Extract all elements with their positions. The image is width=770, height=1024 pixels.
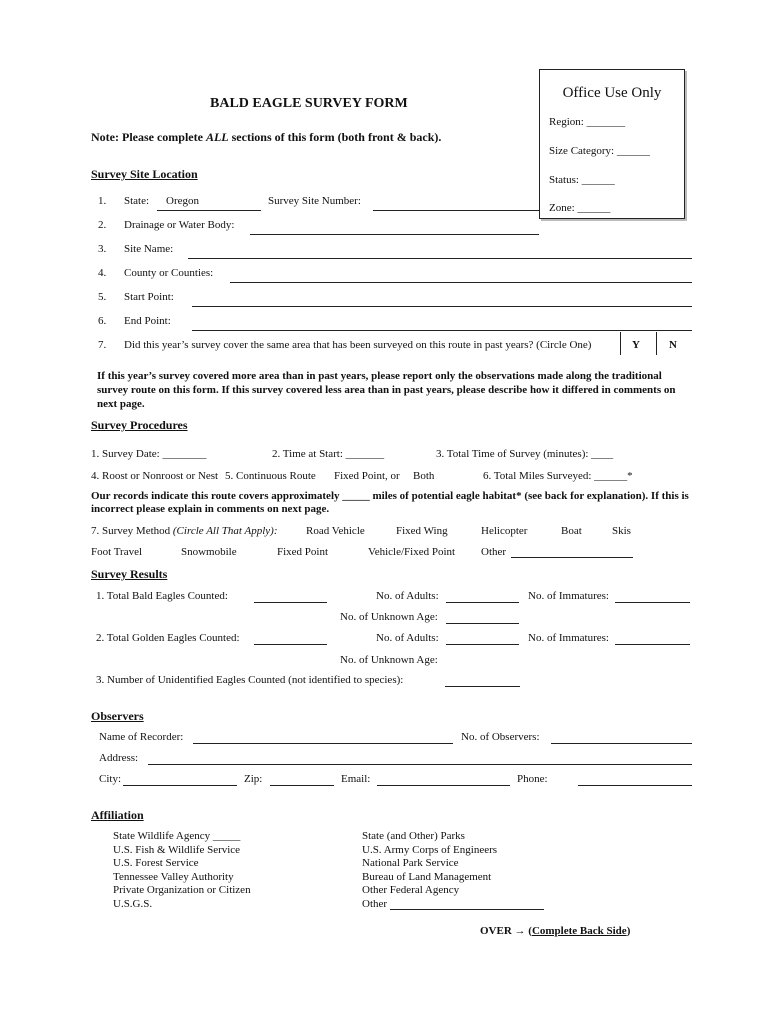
no-option[interactable]: N bbox=[669, 339, 677, 351]
zip-label: Zip: bbox=[244, 773, 263, 785]
zip-field[interactable] bbox=[270, 785, 334, 786]
site-name-field[interactable] bbox=[188, 258, 692, 259]
bald-total-label: 1. Total Bald Eagles Counted: bbox=[96, 590, 228, 602]
affiliation-option[interactable]: U.S. Fish & Wildlife Service bbox=[113, 844, 241, 856]
recorder-field[interactable] bbox=[193, 743, 453, 744]
golden-immatures-label: No. of Immatures: bbox=[528, 632, 609, 644]
office-size-category[interactable]: Size Category: ______ bbox=[549, 145, 650, 157]
over-note: OVER → (Complete Back Side) bbox=[480, 925, 631, 937]
affiliation-option[interactable]: Tennessee Valley Authority bbox=[113, 871, 234, 883]
bald-adults-field[interactable] bbox=[446, 602, 519, 603]
method-foot-travel[interactable]: Foot Travel bbox=[91, 546, 143, 558]
affiliation-option[interactable]: U.S. Forest Service bbox=[113, 857, 199, 869]
drainage-field[interactable] bbox=[250, 234, 539, 235]
city-field[interactable] bbox=[123, 785, 237, 786]
bald-immatures-field[interactable] bbox=[615, 602, 690, 603]
same-area-question: Did this year’s survey cover the same area that has been surveyed on this route in past years? (Circle One) bbox=[124, 339, 592, 351]
county-label: County or Counties: bbox=[124, 267, 214, 279]
method-label: 7. Survey Method bbox=[91, 525, 173, 537]
note-emphasis: ALL bbox=[205, 130, 229, 144]
time-at-start[interactable]: 2. Time at Start: _______ bbox=[272, 448, 385, 460]
note-prefix: Note: Please complete bbox=[91, 130, 206, 144]
recorder-label: Name of Recorder: bbox=[99, 731, 184, 743]
office-use-box bbox=[539, 69, 685, 219]
site-number-label: Survey Site Number: bbox=[268, 195, 361, 207]
state-value[interactable]: Oregon bbox=[166, 195, 199, 207]
method-skis[interactable]: Skis bbox=[612, 525, 631, 537]
state-label: State: bbox=[124, 195, 150, 207]
bald-adults-label: No. of Adults: bbox=[376, 590, 439, 602]
state-line bbox=[157, 210, 261, 211]
item-number: 4. bbox=[98, 267, 107, 279]
total-miles[interactable]: 6. Total Miles Surveyed: ______* bbox=[483, 470, 633, 482]
address-field[interactable] bbox=[148, 764, 692, 765]
office-zone[interactable]: Zone: ______ bbox=[549, 202, 611, 214]
method-road-vehicle[interactable]: Road Vehicle bbox=[306, 525, 365, 537]
affiliation-option[interactable]: Private Organization or Citizen bbox=[113, 884, 251, 896]
item-number: 3. bbox=[98, 243, 107, 255]
affiliation-other-field[interactable] bbox=[390, 909, 544, 910]
golden-total-field[interactable] bbox=[254, 644, 327, 645]
site-location-heading: Survey Site Location bbox=[91, 167, 198, 181]
form-note bbox=[91, 130, 441, 145]
note-suffix: sections of this form (both front & back). bbox=[228, 130, 442, 144]
affiliation-option[interactable]: Other bbox=[362, 898, 388, 910]
fixed-point-option[interactable]: Fixed Point, or bbox=[334, 470, 400, 482]
yes-option[interactable]: Y bbox=[632, 339, 640, 351]
procedures-heading: Survey Procedures bbox=[91, 418, 188, 432]
unidentified-label: 3. Number of Unidentified Eagles Counted (not identified to species): bbox=[96, 674, 404, 686]
drainage-label: Drainage or Water Body: bbox=[124, 219, 235, 231]
phone-label: Phone: bbox=[517, 773, 548, 785]
city-label: City: bbox=[99, 773, 122, 785]
method-other[interactable]: Other bbox=[481, 546, 507, 558]
affiliation-option[interactable]: State (and Other) Parks bbox=[362, 830, 465, 842]
address-label: Address: bbox=[99, 752, 139, 764]
method-snowmobile[interactable]: Snowmobile bbox=[181, 546, 237, 558]
affiliation-option[interactable]: State Wildlife Agency _____ bbox=[113, 830, 241, 842]
habitat-note: Our records indicate this route covers approximately _____ miles of potential eagle habitat* (see back for explanation). If this is incorrect please explain in comments on next page. bbox=[91, 490, 689, 515]
bald-unknown-age-field[interactable] bbox=[446, 623, 519, 624]
bald-immatures-label: No. of Immatures: bbox=[528, 590, 609, 602]
observer-count-label: No. of Observers: bbox=[461, 731, 540, 743]
method-vehicle-fixed-point[interactable]: Vehicle/Fixed Point bbox=[368, 546, 456, 558]
observer-count-field[interactable] bbox=[551, 743, 692, 744]
affiliation-option[interactable]: Other Federal Agency bbox=[362, 884, 460, 896]
method-boat[interactable]: Boat bbox=[561, 525, 582, 537]
golden-adults-label: No. of Adults: bbox=[376, 632, 439, 644]
yes-no-box bbox=[620, 332, 693, 355]
item-number: 5. bbox=[98, 291, 107, 303]
method-helicopter[interactable]: Helicopter bbox=[481, 525, 528, 537]
office-region[interactable]: Region: _______ bbox=[549, 116, 626, 128]
start-point-label: Start Point: bbox=[124, 291, 174, 303]
form-title: BALD EAGLE SURVEY FORM bbox=[210, 96, 408, 111]
affiliation-heading: Affiliation bbox=[91, 808, 144, 822]
complete-back-side-text: Complete Back Side bbox=[531, 925, 627, 937]
affiliation-option[interactable]: Bureau of Land Management bbox=[362, 871, 492, 883]
office-status[interactable]: Status: ______ bbox=[549, 174, 615, 186]
golden-adults-field[interactable] bbox=[446, 644, 519, 645]
instruction-paragraph: If this year’s survey covered more area than in past years, please report only the observations made along the traditional survey route on this form. If this survey covered less area than in past years, please describe how it differed in comments on next page. bbox=[97, 370, 676, 410]
roost-option[interactable]: 4. Roost or Nonroost or Nest bbox=[91, 470, 219, 482]
method-fixed-wing[interactable]: Fixed Wing bbox=[396, 525, 448, 537]
email-label: Email: bbox=[341, 773, 371, 785]
unidentified-field[interactable] bbox=[445, 686, 520, 687]
bald-unknown-age-label: No. of Unknown Age: bbox=[340, 611, 438, 623]
item-number: 2. bbox=[98, 219, 107, 231]
method-fixed-point[interactable]: Fixed Point bbox=[277, 546, 329, 558]
site-name-label: Site Name: bbox=[124, 243, 174, 255]
both-option[interactable]: Both bbox=[413, 470, 435, 482]
affiliation-option[interactable]: U.S. Army Corps of Engineers bbox=[362, 844, 498, 856]
county-field[interactable] bbox=[230, 282, 692, 283]
item-number: 6. bbox=[98, 315, 107, 327]
golden-unknown-age-label: No. of Unknown Age: bbox=[340, 654, 438, 666]
method-hint: (Circle All That Apply): bbox=[172, 525, 278, 537]
item-number: 7. bbox=[98, 339, 107, 351]
survey-method-label bbox=[91, 525, 277, 537]
affiliation-option[interactable]: National Park Service bbox=[362, 857, 459, 869]
end-point-label: End Point: bbox=[124, 315, 171, 327]
office-use-title: Office Use Only bbox=[562, 85, 662, 101]
over-text: OVER bbox=[480, 925, 512, 937]
golden-immatures-field[interactable] bbox=[615, 644, 690, 645]
site-number-field[interactable] bbox=[373, 210, 539, 211]
bald-total-field[interactable] bbox=[254, 602, 327, 603]
observers-heading: Observers bbox=[91, 709, 144, 723]
survey-date[interactable]: 1. Survey Date: ________ bbox=[91, 448, 207, 460]
email-field[interactable] bbox=[377, 785, 510, 786]
total-time[interactable]: 3. Total Time of Survey (minutes): ____ bbox=[436, 448, 614, 460]
method-other-field[interactable] bbox=[511, 557, 633, 558]
results-heading: Survey Results bbox=[91, 567, 168, 581]
continuous-route-option[interactable]: 5. Continuous Route bbox=[225, 470, 316, 482]
item-number: 1. bbox=[98, 195, 107, 207]
arrow-right-icon: → bbox=[514, 925, 526, 937]
end-point-field[interactable] bbox=[192, 330, 692, 331]
golden-total-label: 2. Total Golden Eagles Counted: bbox=[96, 632, 240, 644]
start-point-field[interactable] bbox=[192, 306, 692, 307]
affiliation-option[interactable]: U.S.G.S. bbox=[113, 898, 153, 910]
phone-field[interactable] bbox=[578, 785, 692, 786]
